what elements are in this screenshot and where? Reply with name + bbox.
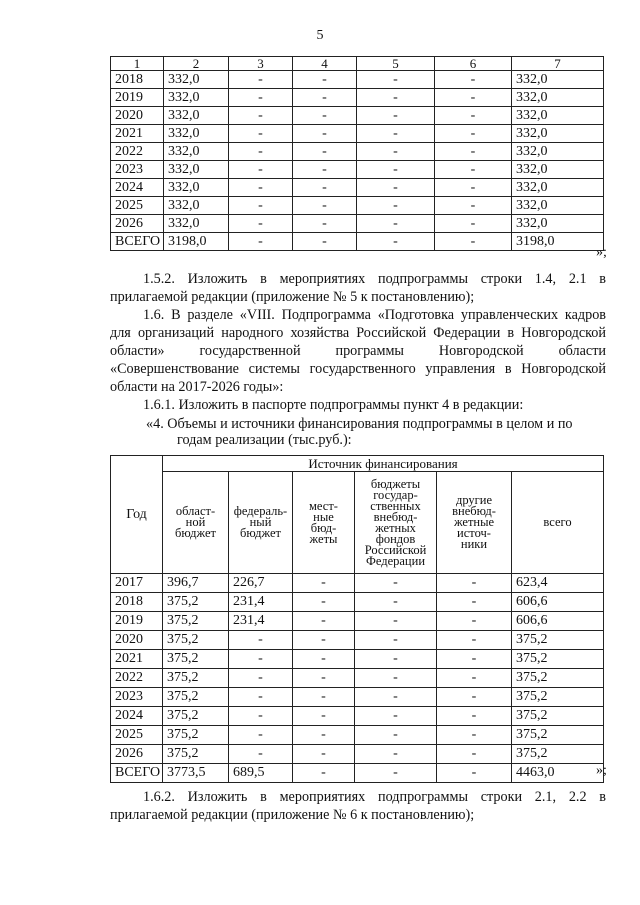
table-cell: 375,2 xyxy=(163,688,229,707)
table-cell: 396,7 xyxy=(163,574,229,593)
table-cell: - xyxy=(355,745,437,764)
table-cell: 332,0 xyxy=(512,161,604,179)
table-cell: 375,2 xyxy=(512,726,604,745)
table-row xyxy=(111,612,604,631)
table-cell: 375,2 xyxy=(512,650,604,669)
table-cell: 332,0 xyxy=(164,89,229,107)
table-cell: - xyxy=(355,669,437,688)
table-cell: 2024 xyxy=(111,179,164,197)
table-cell: 2017 xyxy=(111,574,163,593)
table-cell: - xyxy=(229,197,293,215)
table-cell: 332,0 xyxy=(512,107,604,125)
table1-header-row xyxy=(111,57,604,71)
table-cell: - xyxy=(229,233,293,251)
table-cell: - xyxy=(229,179,293,197)
table-cell: 231,4 xyxy=(229,593,293,612)
table-cell: 375,2 xyxy=(163,650,229,669)
table-cell: ВСЕГО xyxy=(111,764,163,783)
table-cell: 332,0 xyxy=(164,143,229,161)
table-cell: - xyxy=(437,612,512,631)
table-cell: 375,2 xyxy=(512,688,604,707)
source-column-header: федераль- ный бюджет xyxy=(229,472,293,574)
table1-header-cell: 5 xyxy=(357,57,435,71)
table-cell: - xyxy=(229,688,293,707)
table-cell: 332,0 xyxy=(512,215,604,233)
financing-table-1 xyxy=(110,56,604,251)
table-cell: 332,0 xyxy=(512,125,604,143)
table-row xyxy=(111,71,604,89)
table-cell: 3773,5 xyxy=(163,764,229,783)
table-cell: - xyxy=(437,650,512,669)
table-cell: - xyxy=(437,631,512,650)
table-cell: 2020 xyxy=(111,107,164,125)
table-cell: - xyxy=(293,125,357,143)
table-row xyxy=(111,593,604,612)
table-cell: - xyxy=(293,215,357,233)
table-cell: 606,6 xyxy=(512,593,604,612)
table-cell: - xyxy=(437,764,512,783)
table-row xyxy=(111,125,604,143)
table-cell: 332,0 xyxy=(164,71,229,89)
table-cell: - xyxy=(293,197,357,215)
table-cell: 375,2 xyxy=(512,631,604,650)
table-cell: - xyxy=(293,107,357,125)
table-cell: - xyxy=(355,593,437,612)
table-cell: - xyxy=(435,179,512,197)
table-cell: - xyxy=(293,688,355,707)
table-cell: - xyxy=(229,161,293,179)
table-cell: - xyxy=(435,161,512,179)
table-cell: - xyxy=(293,233,357,251)
table-cell: - xyxy=(293,631,355,650)
table-cell: 2021 xyxy=(111,650,163,669)
table-cell: 2024 xyxy=(111,707,163,726)
table-cell: 2018 xyxy=(111,593,163,612)
table-cell: ВСЕГО xyxy=(111,233,164,251)
table-cell: - xyxy=(229,745,293,764)
source-column-header: всего xyxy=(512,472,604,574)
source-group-header: Источник финансирования xyxy=(163,456,604,472)
table-cell: 2026 xyxy=(111,215,164,233)
financing-table-2 xyxy=(110,455,604,783)
year-header: Год xyxy=(111,456,163,574)
table-cell: - xyxy=(435,233,512,251)
table-cell: - xyxy=(229,89,293,107)
paragraph-1-6-2: 1.6.2. Изложить в мероприятиях подпрограммы строки 2.1, 2.2 в прилагаемой редакции (приложение № 6 к постановлению); xyxy=(110,789,606,823)
table-cell: - xyxy=(437,745,512,764)
table-cell: 2023 xyxy=(111,161,164,179)
table-cell: - xyxy=(357,107,435,125)
table-cell: 332,0 xyxy=(512,89,604,107)
page-number: 5 xyxy=(316,28,324,43)
table-row xyxy=(111,143,604,161)
table-cell: 375,2 xyxy=(163,745,229,764)
table-cell: 623,4 xyxy=(512,574,604,593)
table-cell: 2020 xyxy=(111,631,163,650)
table-cell: - xyxy=(437,574,512,593)
table-cell: - xyxy=(293,726,355,745)
table-cell: - xyxy=(355,650,437,669)
table-cell: - xyxy=(357,143,435,161)
source-column-header: бюджеты государ- ственных внебюд- жетных фондов Российской Федерации xyxy=(355,472,437,574)
table-cell: - xyxy=(357,89,435,107)
table-cell: - xyxy=(293,707,355,726)
table-cell: 375,2 xyxy=(163,707,229,726)
table-cell: - xyxy=(357,215,435,233)
table-cell: 332,0 xyxy=(164,161,229,179)
table-cell: 332,0 xyxy=(164,179,229,197)
table1-header-cell: 7 xyxy=(512,57,604,71)
table-cell: 332,0 xyxy=(512,143,604,161)
table-cell: 332,0 xyxy=(164,125,229,143)
table-cell: - xyxy=(229,707,293,726)
table-cell: - xyxy=(229,215,293,233)
table-row xyxy=(111,726,604,745)
table-cell: 332,0 xyxy=(512,197,604,215)
table-cell: - xyxy=(437,593,512,612)
table-cell: 332,0 xyxy=(164,215,229,233)
table-cell: 375,2 xyxy=(163,593,229,612)
paragraph-1-6-1: 1.6.1. Изложить в паспорте подпрограммы пункт 4 в редакции: xyxy=(143,397,524,413)
table-cell: - xyxy=(229,125,293,143)
table1-header-cell: 2 xyxy=(164,57,229,71)
paragraph-1-6: 1.6. В разделе «VIII. Подпрограмма «Подготовка управленческих кадров для организаций народного хозяйства Российской Федерации в Новгородской области» государственной программы Новгородской области «Совершенствование системы государственного управления в Новгородской области на 2017-2026 годы»: xyxy=(110,307,606,395)
table-cell: 689,5 xyxy=(229,764,293,783)
table-cell: - xyxy=(357,71,435,89)
table-cell: - xyxy=(435,197,512,215)
table-cell: - xyxy=(293,650,355,669)
table1-header-cell: 6 xyxy=(435,57,512,71)
table-cell: - xyxy=(435,89,512,107)
table-cell: - xyxy=(229,669,293,688)
table-cell: - xyxy=(435,143,512,161)
table-row xyxy=(111,650,604,669)
source-column-header: област- ной бюджет xyxy=(163,472,229,574)
table-cell: 332,0 xyxy=(164,197,229,215)
table-cell: - xyxy=(435,215,512,233)
table-cell: - xyxy=(357,197,435,215)
table-cell: 2022 xyxy=(111,669,163,688)
table1-header-cell: 3 xyxy=(229,57,293,71)
paragraph-1-5-2: 1.5.2. Изложить в мероприятиях подпрограммы строки 1.4, 2.1 в прилагаемой редакции (приложение № 5 к постановлению); xyxy=(110,271,606,305)
table-cell: 375,2 xyxy=(163,669,229,688)
table-cell: 231,4 xyxy=(229,612,293,631)
table-cell: 2021 xyxy=(111,125,164,143)
table-cell: - xyxy=(293,143,357,161)
table-cell: - xyxy=(293,593,355,612)
table-cell: - xyxy=(437,669,512,688)
table1-header-cell: 4 xyxy=(293,57,357,71)
table-row xyxy=(111,89,604,107)
table-cell: - xyxy=(229,726,293,745)
table-cell: 3198,0 xyxy=(512,233,604,251)
table-cell: 332,0 xyxy=(164,107,229,125)
table-cell: - xyxy=(229,71,293,89)
table1-closing-quote: »; xyxy=(596,245,607,260)
table1-header-cell: 1 xyxy=(111,57,164,71)
table-cell: - xyxy=(437,707,512,726)
table-row xyxy=(111,688,604,707)
table-cell: - xyxy=(293,179,357,197)
table-cell: 375,2 xyxy=(512,745,604,764)
table-cell: 2025 xyxy=(111,726,163,745)
table-row xyxy=(111,107,604,125)
table-cell: - xyxy=(355,764,437,783)
table-cell: 332,0 xyxy=(512,71,604,89)
table-cell: - xyxy=(293,669,355,688)
table-cell: - xyxy=(355,726,437,745)
table-cell: - xyxy=(293,89,357,107)
table-cell: 375,2 xyxy=(163,726,229,745)
table-cell: 375,2 xyxy=(512,669,604,688)
table-row xyxy=(111,161,604,179)
table-cell: - xyxy=(355,612,437,631)
table-cell: - xyxy=(437,726,512,745)
table-cell: 2025 xyxy=(111,197,164,215)
table-cell: 2022 xyxy=(111,143,164,161)
table-cell: - xyxy=(355,631,437,650)
table-cell: - xyxy=(357,179,435,197)
table-cell: 375,2 xyxy=(163,631,229,650)
table-row xyxy=(111,669,604,688)
table-cell: - xyxy=(293,612,355,631)
table-cell: - xyxy=(355,688,437,707)
table-cell: 2023 xyxy=(111,688,163,707)
table-cell: 2026 xyxy=(111,745,163,764)
table-cell: - xyxy=(355,574,437,593)
table-cell: - xyxy=(357,125,435,143)
table-row xyxy=(111,707,604,726)
paragraph-4-line-2: годам реализации (тыс.руб.): xyxy=(177,432,352,448)
table-cell: 2018 xyxy=(111,71,164,89)
table-cell: - xyxy=(293,574,355,593)
table-row xyxy=(111,179,604,197)
source-column-header: другие внебюд- жетные источ- ники xyxy=(437,472,512,574)
table-cell: - xyxy=(357,161,435,179)
table-cell: - xyxy=(437,688,512,707)
paragraph-4-line-1: «4. Объемы и источники финансирования подпрограммы в целом и по xyxy=(146,416,573,432)
table-cell: - xyxy=(229,143,293,161)
table-cell: - xyxy=(355,707,437,726)
table-row xyxy=(111,764,604,783)
table-cell: - xyxy=(435,125,512,143)
table-cell: 3198,0 xyxy=(164,233,229,251)
table-cell: 226,7 xyxy=(229,574,293,593)
table-cell: 2019 xyxy=(111,89,164,107)
table-cell: - xyxy=(229,650,293,669)
table-row xyxy=(111,233,604,251)
table-cell: 4463,0 xyxy=(512,764,604,783)
table-cell: - xyxy=(229,107,293,125)
table-cell: - xyxy=(229,631,293,650)
table-cell: 332,0 xyxy=(512,179,604,197)
table-cell: 2019 xyxy=(111,612,163,631)
table-cell: 375,2 xyxy=(163,612,229,631)
source-column-header: мест- ные бюд- жеты xyxy=(293,472,355,574)
table-cell: 375,2 xyxy=(512,707,604,726)
table-row xyxy=(111,631,604,650)
table-row xyxy=(111,745,604,764)
table-cell: - xyxy=(435,71,512,89)
table-cell: - xyxy=(293,764,355,783)
table-row xyxy=(111,215,604,233)
table-cell: - xyxy=(293,71,357,89)
table-row xyxy=(111,574,604,593)
table-cell: - xyxy=(357,233,435,251)
table2-closing-quote: »; xyxy=(596,763,607,778)
table-row xyxy=(111,197,604,215)
table-cell: 606,6 xyxy=(512,612,604,631)
table-cell: - xyxy=(293,161,357,179)
table-cell: - xyxy=(293,745,355,764)
table-cell: - xyxy=(435,107,512,125)
